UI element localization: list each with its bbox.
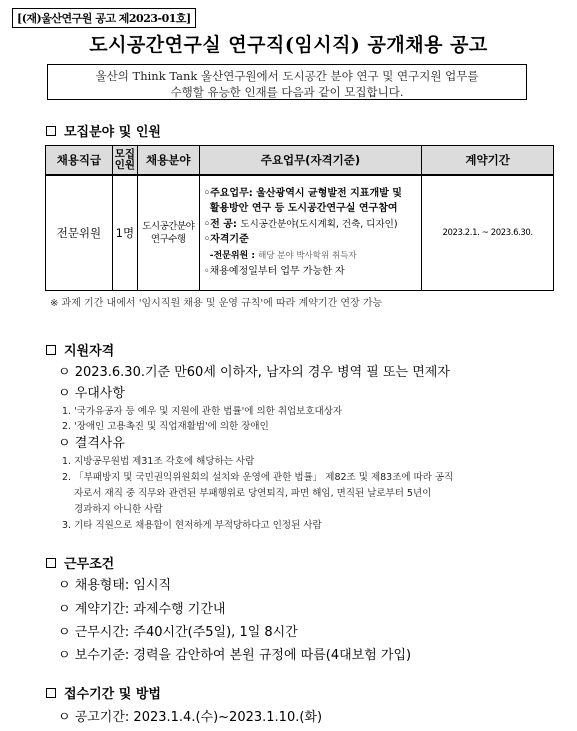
qual-preference-heading: ㅇ 우대사항 <box>58 386 125 401</box>
condition-work-hours: ㅇ 근무시간: 주40시간(주5일), 1일 8시간 <box>58 625 298 640</box>
condition-contract-period: ㅇ 계약기간: 과제수행 기간내 <box>58 602 226 617</box>
cell-position: 전문위원 <box>46 175 113 290</box>
recruit-table <box>45 145 554 291</box>
table-header-row <box>46 146 554 176</box>
intro-line-2: 수행할 유능한 인재를 다음과 같이 모집합니다. <box>170 85 404 99</box>
application-announcement-period: ㅇ 공고기간: 2023.1.4.(수)~2023.1.10.(화) <box>58 710 323 725</box>
qual-disqualification-item: 2. 「부패방지 및 국민권익위원회의 설치와 운영에 관한 법률」 제82조 및 제83조에 따라 공직 <box>62 472 454 483</box>
cell-period: 2023.2.1. ~ 2023.6.30. <box>422 175 554 290</box>
cell-duties: ◦주요업무: 울산광역시 균형발전 지표개발 및 활용방안 연구 등 도시공간연구실 연구참여 ◦전 공: 도시공간분야(도시계획, 건축, 디자인) ◦자격기준 -전문위원 : 해당 분야 박사학위 취득자 ◦채용예정일부터 업무 가능한 자 <box>199 175 422 290</box>
contract-extension-note: ※ 과제 기간 내에서 '임시직원 채용 및 운영 규칙'에 따라 계약기간 연장 가능 <box>50 298 383 309</box>
qual-disqualification-heading: ㅇ 결격사유 <box>58 436 125 451</box>
qual-disqualification-item-cont: 자로서 재직 중 직무와 관련된 부패행위로 당연퇴직, 파면 해임, 면직된 날로부터 5년이 <box>74 488 432 499</box>
intro-line-1: 울산의 Think Tank 울산연구원에서 도시공간 분야 연구 및 연구지원 업무를 <box>95 69 479 83</box>
qual-preference-item: 2. '장애인 고용촉진 및 직업재활법'에 의한 장애인 <box>62 421 269 432</box>
intro-box <box>47 64 527 100</box>
qual-disqualification-item-cont: 경과하지 아니한 사람 <box>74 504 163 515</box>
table-row <box>46 175 554 290</box>
cell-field: 도시공간분야 연구수행 <box>137 175 199 290</box>
page-title: 도시공간연구실 연구직(임시직) 공개채용 공고 <box>89 34 488 56</box>
header-field: 채용분야 <box>137 146 199 176</box>
cell-count: 1명 <box>112 175 137 290</box>
qual-preference-item: 1. '국가유공자 등 예우 및 지원에 관한 법률'에 의한 취업보호대상자 <box>62 406 343 417</box>
header-count: 모집인원 <box>112 146 137 176</box>
section-application-heading: 접수기간 및 방법 <box>46 683 161 702</box>
section-qualification-heading: 지원자격 <box>46 340 114 359</box>
checkbox-square-icon <box>46 345 56 355</box>
header-duties: 주요업무(자격기준) <box>199 146 422 176</box>
qual-disqualification-item: 1. 지방공무원법 제31조 각호에 해당하는 사람 <box>62 456 255 467</box>
header-period: 계약기간 <box>422 146 554 176</box>
condition-salary: ㅇ 보수기준: 경력을 감안하여 본원 규정에 따름(4대보험 가입) <box>58 648 412 663</box>
condition-employment-type: ㅇ 채용형태: 임시직 <box>58 578 172 593</box>
section-recruit-heading: 모집분야 및 인원 <box>46 121 161 140</box>
announcement-number: [(재)울산연구원 공고 제2023-01호] <box>12 8 196 28</box>
section-conditions-heading: 근무조건 <box>46 553 114 572</box>
checkbox-square-icon <box>46 126 56 136</box>
checkbox-square-icon <box>46 558 56 568</box>
header-position: 채용직급 <box>46 146 113 176</box>
qual-age-line: ㅇ 2023.6.30.기준 만60세 이하자, 남자의 경우 병역 필 또는 면제자 <box>58 365 450 380</box>
checkbox-square-icon <box>46 688 56 698</box>
qual-disqualification-item: 3. 기타 직원으로 채용함이 현저하게 부적당하다고 인정된 사람 <box>62 520 322 531</box>
